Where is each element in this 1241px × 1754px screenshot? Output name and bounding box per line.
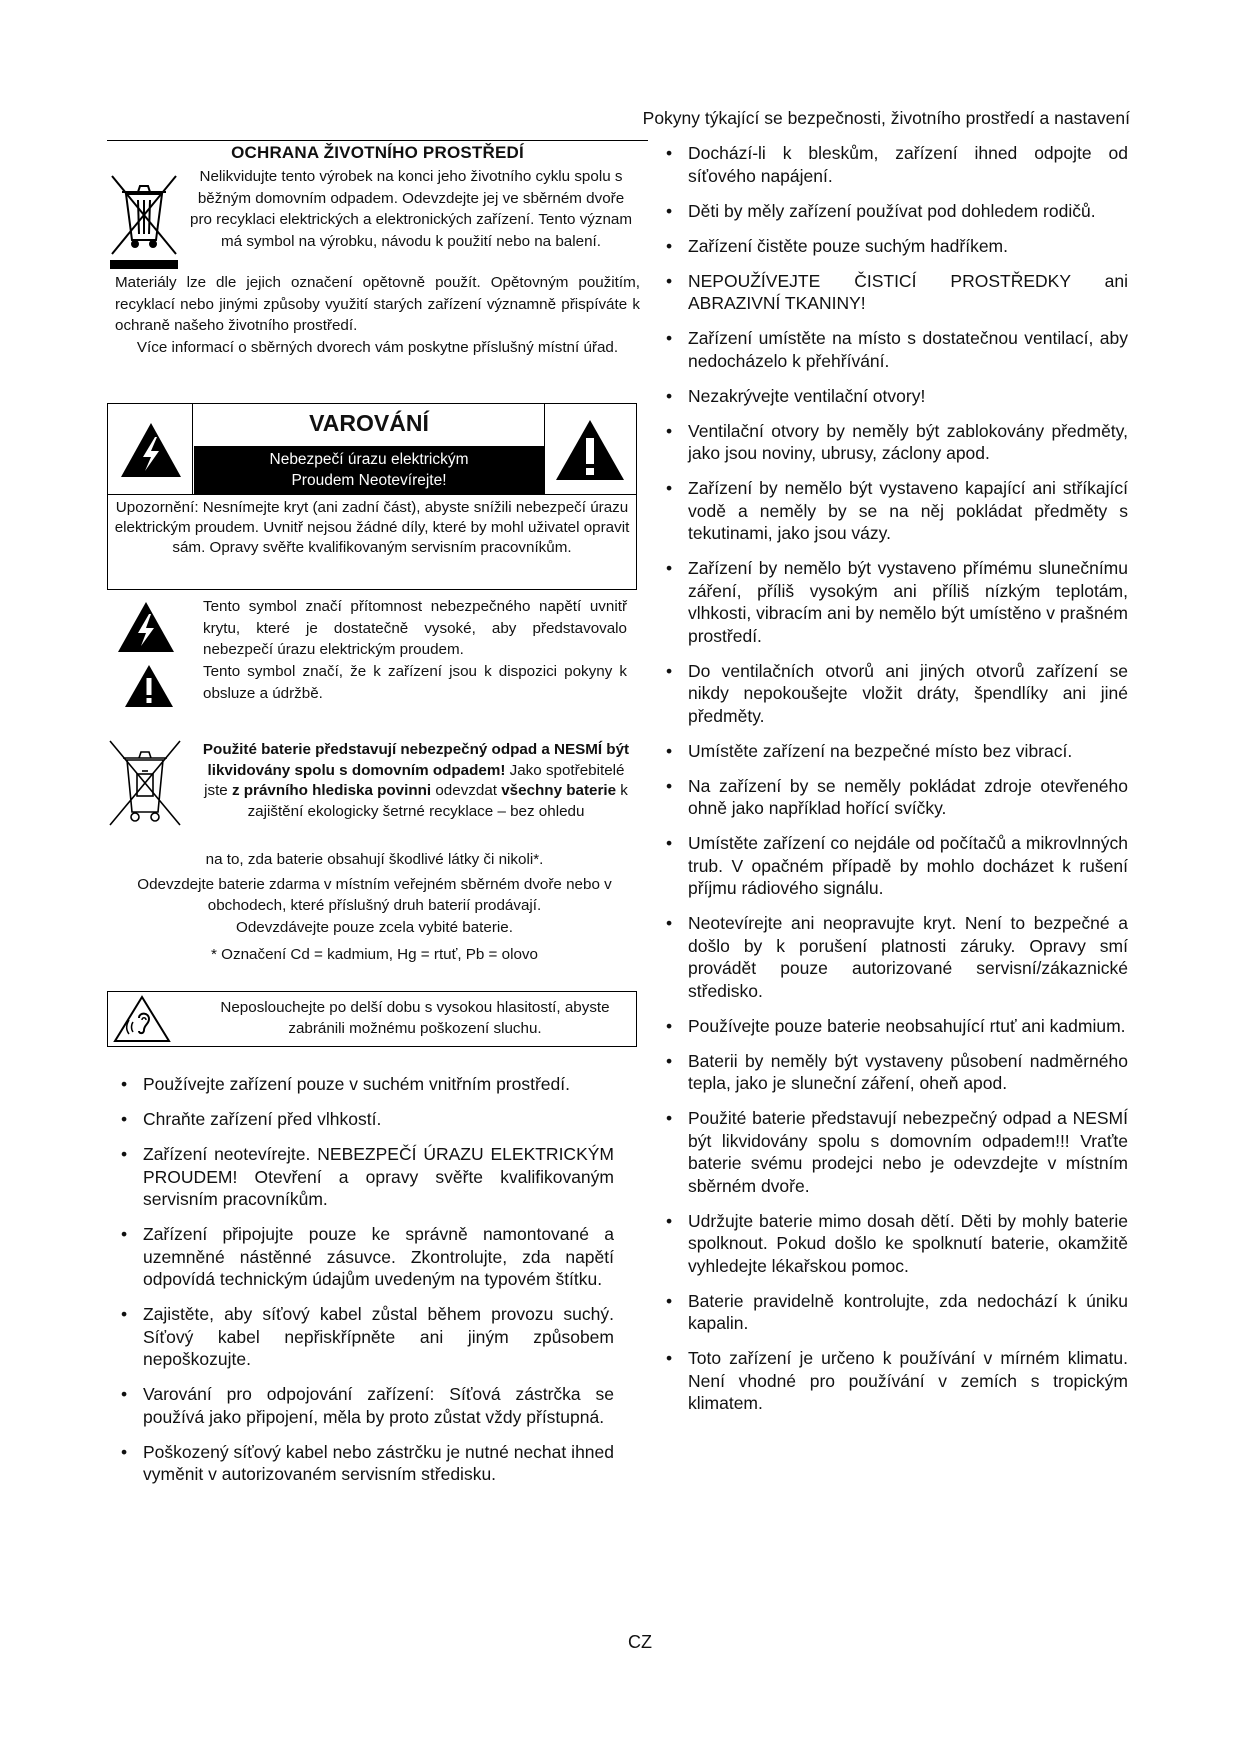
battery-normal-3: k zajištění ekologicky šetrné recyklace – bez ohledu (247, 782, 628, 820)
list-item: • Poškozený síťový kabel nebo zástrčku je nutné nechat ihned vyměnit v autorizovaném servisním středisku. (117, 1441, 614, 1486)
env-text-3: Více informací o sběrných dvorech vám poskytne příslušný místní úřad. (136, 339, 619, 356)
right-bullet-list (662, 142, 1128, 1427)
warning-banner-line-1: Nebezpečí úrazu elektrickým (269, 451, 469, 468)
list-item: • Udržujte baterie mimo dosah dětí. Děti by mohly baterie spolknout. Pokud došlo ke spolknutí baterie, okamžitě vyhledejte lékařskou pomoc. (662, 1210, 1128, 1278)
list-item: • Zařízení by nemělo být vystaveno kapající ani stříkající vodě a neměly by se na něj pokládat předměty s tekutinami, jako jsou vázy. (662, 477, 1128, 545)
list-item: • Chraňte zařízení před vlhkostí. (117, 1108, 614, 1131)
list-item: • Používejte zařízení pouze v suchém vnitřním prostředí. (117, 1073, 614, 1096)
hearing-warning-text: Neposlouchejte po delší dobu s vysokou hlasitostí, abyste zabránili možnému poškození sluchu. (220, 999, 610, 1037)
list-item: • Baterii by neměly být vystaveny působení nadměrného tepla, jako je sluneční záření, oheň apod. (662, 1050, 1128, 1095)
list-item: • Zařízení čistěte pouze suchým hadříkem. (662, 235, 1128, 258)
battery-line-2: na to, zda baterie obsahují škodlivé látky či nikoli*. (205, 851, 544, 868)
list-item: • NEPOUŽÍVEJTE ČISTICÍ PROSTŘEDKY ani ABRAZIVNÍ TKANINY! (662, 270, 1128, 315)
warning-black-banner (194, 446, 544, 494)
list-item: • Zajistěte, aby síťový kabel zůstal během provozu suchý. Síťový kabel nepřiskřípněte ani jiným způsobem nepoškozujte. (117, 1303, 614, 1371)
battery-text (196, 740, 636, 822)
list-item: • Baterie pravidelně kontrolujte, zda nedochází k úniku kapalin. (662, 1290, 1128, 1335)
list-item: • Na zařízení by se neměly pokládat zdroje otevřeného ohně jako například hořící svíčky. (662, 775, 1128, 820)
list-item: • Varování pro odpojování zařízení: Síťová zástrčka se používá jako připojení, měla by proto zůstat vždy přístupná. (117, 1383, 614, 1428)
weee-bin-icon (108, 166, 180, 270)
warning-left-cell (109, 405, 192, 495)
env-text-1: Nelikvidujte tento výrobek na konci jeho životního cyklu spolu s běžným domovním odpadem. Odevzdejte jej ve sběrném dvoře pro recyklaci elektrických a elektronických zařízení. Tento význam má symbol na výrobku, návodu k použití nebo na balení. (190, 168, 633, 250)
list-item: • Umístěte zařízení na bezpečné místo bez vibrací. (662, 740, 1128, 763)
battery-line-3: Odevzdejte baterie zdarma v místním veřejném sběrném dvoře nebo v obchodech, které příslušný druh baterií prodávají. (137, 876, 612, 914)
list-item: • Nezakrývejte ventilační otvory! (662, 385, 1128, 408)
left-bullet-list (117, 1073, 614, 1498)
warning-right-cell (545, 405, 635, 495)
warning-title: VAROVÁNÍ (309, 410, 429, 436)
exclamation-warning-icon (554, 418, 626, 482)
list-item: • Dochází-li k bleskům, zařízení ihned odpojte od síťového napájení. (662, 142, 1128, 187)
list-item: • Neotevírejte ani neopravujte kryt. Není to bezpečné a došlo by k porušení platnosti záruky. Opravy smí provádět pouze autorizované servisní/zákaznické středisko. (662, 912, 1128, 1002)
battery-normal-2: odevzdat (431, 782, 502, 799)
list-item: • Umístěte zařízení co nejdále od počítačů a mikrovlnných trub. V opačném případě by mohlo docházet k rušení příjmu rádiového signálu. (662, 832, 1128, 900)
instructions-symbol-text: Tento symbol značí, že k zařízení jsou k dispozici pokyny k obsluze a údržbě. (203, 663, 627, 702)
battery-bold-3: všechny baterie (501, 782, 617, 799)
exclamation-symbol-icon (124, 664, 174, 708)
list-item: • Zařízení by nemělo být vystaveno přímému slunečnímu záření, příliš vysokým ani příliš nízkým teplotám, vlhkosti, vibracím ani by nemělo být umístěno v prašném prostředí. (662, 557, 1128, 647)
list-item: • Používejte pouze baterie neobsahující rtuť ani kadmium. (662, 1015, 1128, 1038)
env-title: OCHRANA ŽIVOTNÍHO PROSTŘEDÍ (231, 143, 524, 162)
warning-banner-line-2: Proudem Neotevírejte! (291, 472, 447, 489)
list-item: • Použité baterie představují nebezpečný odpad a NESMÍ být likvidovány spolu s domovním odpadem!!! Vraťte baterie svému prodejci nebo je odevzdejte v místním sběrném dvoře. (662, 1107, 1128, 1197)
warning-body: Upozornění: Nesnímejte kryt (ani zadní část), abyste snížili nebezpečí úrazu elektrickým proudem. Uvnitř nejsou žádné díly, které by mohl uživatel opravit sám. Opravy svěřte kvalifikovaným servisním pracovníkům. (114, 499, 630, 556)
list-item: • Toto zařízení je určeno k používání v mírném klimatu. Není vhodné pro používání v zemích s tropickým klimatem. (662, 1347, 1128, 1415)
list-item: • Ventilační otvory by neměly být zablokovány předměty, jako jsou noviny, ubrusy, záclony apod. (662, 420, 1128, 465)
lightning-symbol-icon (117, 601, 175, 653)
list-item: • Děti by měly zařízení používat pod dohledem rodičů. (662, 200, 1128, 223)
battery-line-4: Odevzdávejte pouze zcela vybité baterie. (236, 919, 513, 936)
battery-line-5: * Označení Cd = kadmium, Hg = rtuť, Pb = olovo (211, 946, 538, 963)
list-item: • Zařízení připojujte pouze ke správně namontované a uzemněné nástěnné zásuvce. Zkontrolujte, zda napětí odpovídá technickým údajům uvedeným na typovém štítku. (117, 1223, 614, 1291)
battery-normal-1: Jako spotřebitelé jste (204, 761, 625, 799)
env-text-2: Materiály lze dle jejich označení opětovně použít. Opětovným použitím, recyklací nebo jinými způsoby využití starých zařízení významně přispíváte k ochraně našeho životního prostředí. (115, 274, 640, 334)
lightning-warning-icon (119, 421, 183, 479)
list-item: • Zařízení umístěte na místo s dostatečnou ventilací, aby nedocházelo k přehřívání. (662, 327, 1128, 372)
hearing-warning-icon (112, 994, 172, 1044)
page-header: Pokyny týkající se bezpečnosti, životního prostředí a nastavení (642, 108, 1130, 128)
battery-bold-1: Použité baterie představují nebezpečný odpad a NESMÍ být likvidovány spolu s domovním odpadem! (202, 741, 630, 779)
env-title-rule (107, 140, 648, 141)
battery-bold-2: z právního hlediska povinni (231, 782, 432, 799)
voltage-symbol-text: Tento symbol značí přítomnost nebezpečného napětí uvnitř krytu, které je dostatečně vysoké, aby představovalo nebezpečí úrazu elektrickým proudem. (203, 598, 627, 658)
page-footer: CZ (628, 1632, 652, 1652)
battery-bin-icon (107, 738, 183, 828)
list-item: • Do ventilačních otvorů ani jiných otvorů zařízení se nikdy nepokoušejte vložit dráty, špendlíky ani jiné předměty. (662, 660, 1128, 728)
list-item: • Zařízení neotevírejte. NEBEZPEČÍ ÚRAZU ELEKTRICKÝM PROUDEM! Otevření a opravy svěřte kvalifikovaným servisním pracovníkům. (117, 1143, 614, 1211)
